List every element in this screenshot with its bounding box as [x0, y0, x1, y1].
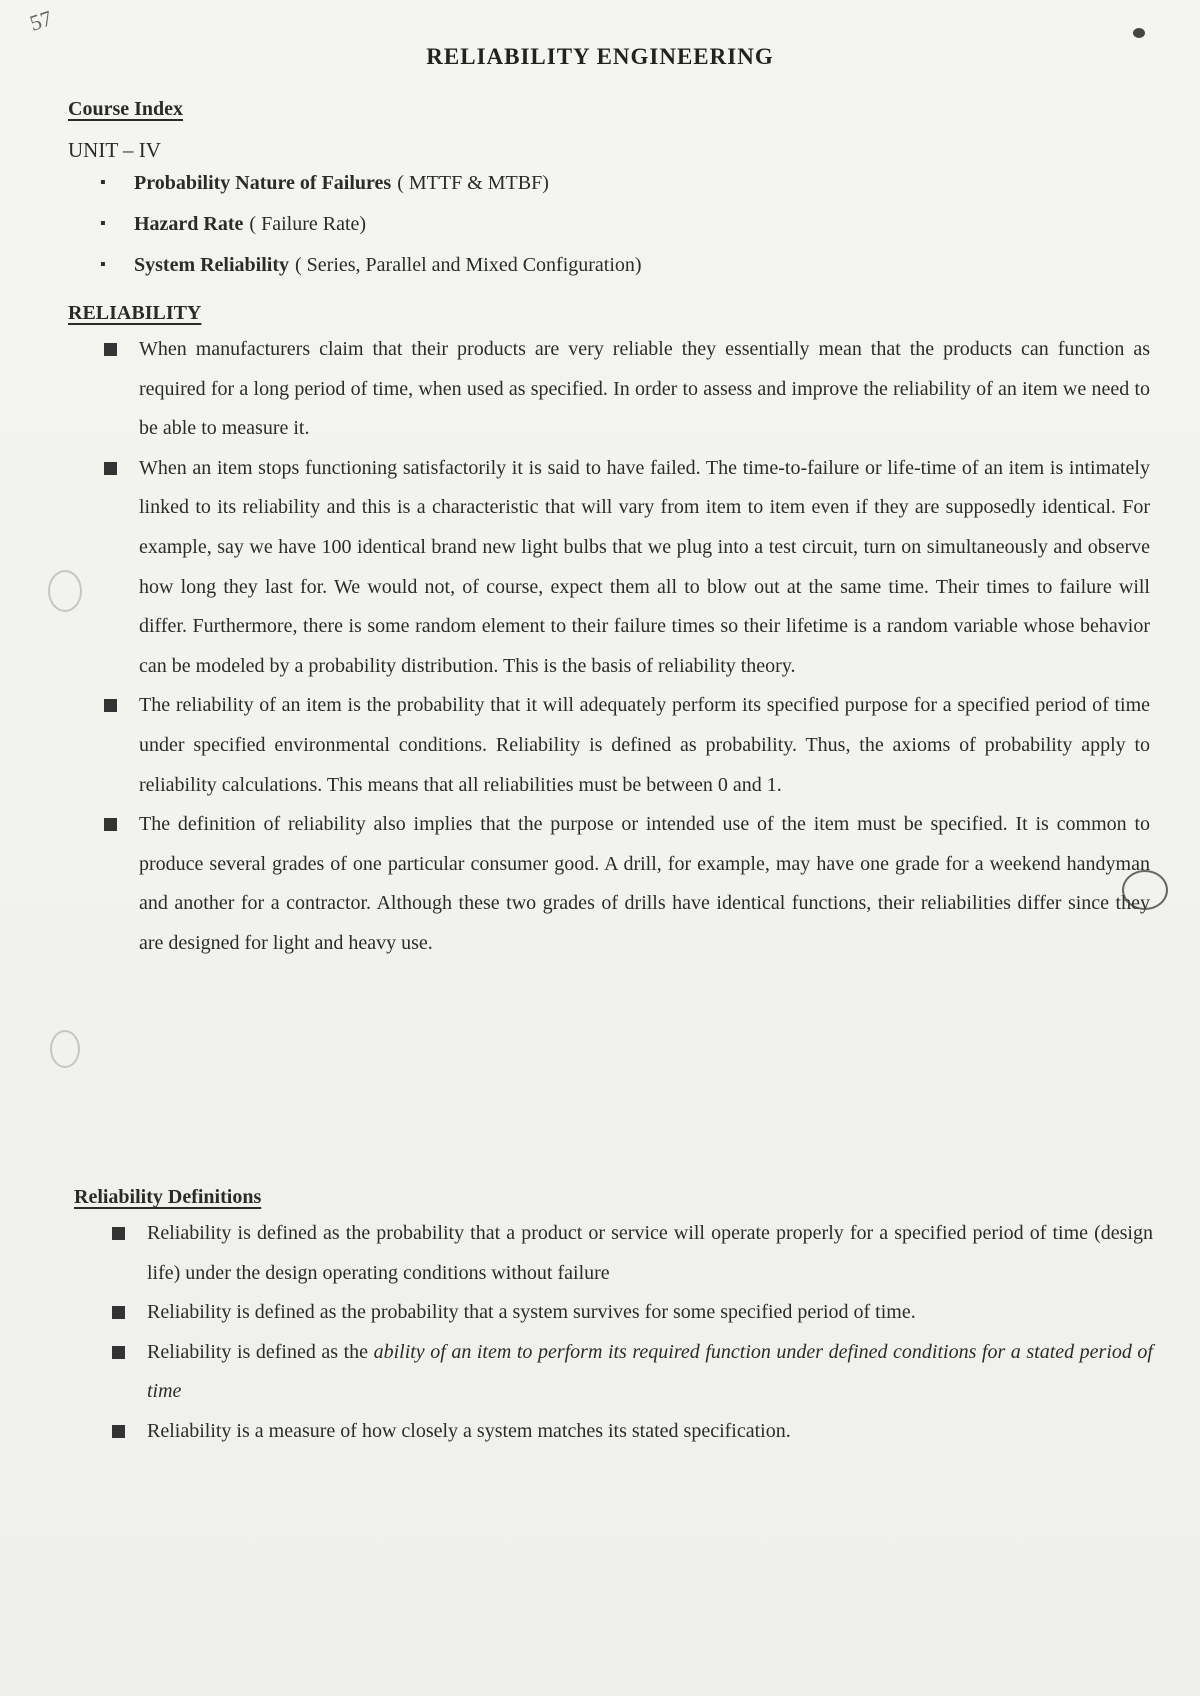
definition-text-italic	[147, 1333, 1153, 1412]
handwritten-circle	[1122, 870, 1168, 910]
definition-italic-part: ability of an item to perform its required function under defined conditions for a stated period of time	[147, 1340, 1153, 1403]
paragraph-text: The reliability of an item is the probability that it will adequately perform its specified purpose for a specified period of time under specified environmental conditions. Reliability is defined as probability. Thus, the axioms of probability apply to reliability calculations. This means that all reliabilities must be between 0 and 1.	[139, 694, 1150, 796]
bullet-icon: ▪	[100, 256, 106, 273]
ink-spot	[1133, 28, 1145, 38]
definition-item	[108, 1333, 1153, 1412]
square-bullet-icon	[112, 1306, 125, 1319]
index-item-detail: ( Failure Rate)	[249, 213, 367, 235]
bullet-icon: ▪	[100, 215, 106, 232]
page-title: RELIABILITY ENGINEERING	[426, 44, 774, 69]
scan-smudge	[48, 570, 82, 612]
definition-text: Reliability is defined as the probability that a product or service will operate properly for a specified period of time (design life) under the design operating conditions without failure	[147, 1222, 1153, 1284]
paragraph	[100, 330, 1150, 449]
square-bullet-icon	[104, 462, 117, 475]
square-bullet-icon	[112, 1346, 125, 1359]
index-item-title: Probability Nature of Failures	[134, 172, 392, 194]
bullet-icon: ▪	[100, 174, 106, 191]
index-item	[100, 172, 1000, 213]
definition-item	[108, 1412, 1153, 1452]
paragraph-text: When manufacturers claim that their products are very reliable they essentially mean that the products can function as required for a long period of time, when used as specified. In order to assess and improve the reliability of an item we need to be able to measure it.	[139, 338, 1150, 440]
reliability-heading: RELIABILITY	[68, 302, 202, 324]
index-item	[100, 213, 1000, 254]
definitions-list	[108, 1214, 1153, 1452]
definition-prefix: Reliability is defined as the	[147, 1340, 369, 1363]
paragraph	[100, 805, 1150, 963]
scan-smudge	[50, 1030, 80, 1068]
square-bullet-icon	[104, 699, 117, 712]
course-index-heading: Course Index	[68, 98, 184, 120]
paragraph-text: The definition of reliability also implies that the purpose or intended use of the item must be specified. It is common to produce several grades of one particular consumer good. A drill, for example, may have one grade for a weekend handyman and another for a contractor. Although these two grades of drills have identical functions, their reliabilities differ since they are designed for light and heavy use.	[139, 813, 1150, 954]
square-bullet-icon	[112, 1425, 125, 1438]
paragraph	[100, 686, 1150, 805]
definition-text: Reliability is a measure of how closely a system matches its stated specification.	[147, 1419, 791, 1442]
square-bullet-icon	[104, 818, 117, 831]
page-number-mark: 57	[26, 5, 56, 36]
index-item-detail: ( Series, Parallel and Mixed Configuration)	[295, 254, 642, 276]
paragraph-text: When an item stops functioning satisfactorily it is said to have failed. The time-to-failure or life-time of an item is intimately linked to its reliability and this is a characteristic that will vary from item to item even if they are supposedly identical. For example, say we have 100 identical brand new light bulbs that we plug into a test circuit, turn on simultaneously and observe how long they last for. We would not, of course, expect them all to blow out at the same time. Their times to failure will differ. Furthermore, there is some random element to their failure times so their lifetime is a random variable whose behavior can be modeled by a probability distribution. This is the basis of reliability theory.	[139, 456, 1150, 677]
course-index-list	[100, 172, 1000, 295]
index-item-title: Hazard Rate	[134, 213, 244, 235]
square-bullet-icon	[104, 343, 117, 356]
unit-label: UNIT – IV	[68, 138, 161, 162]
reliability-paragraphs	[100, 330, 1150, 964]
definition-text: Reliability is defined as the probability that a system survives for some specified period of time.	[147, 1301, 916, 1324]
index-item-detail: ( MTTF & MTBF)	[397, 172, 549, 194]
paragraph	[100, 449, 1150, 687]
square-bullet-icon	[112, 1227, 125, 1240]
index-item-title: System Reliability	[134, 254, 289, 276]
definition-item	[108, 1293, 1153, 1333]
definitions-heading: Reliability Definitions	[74, 1186, 262, 1208]
index-item	[100, 254, 1000, 295]
definition-item	[108, 1214, 1153, 1293]
